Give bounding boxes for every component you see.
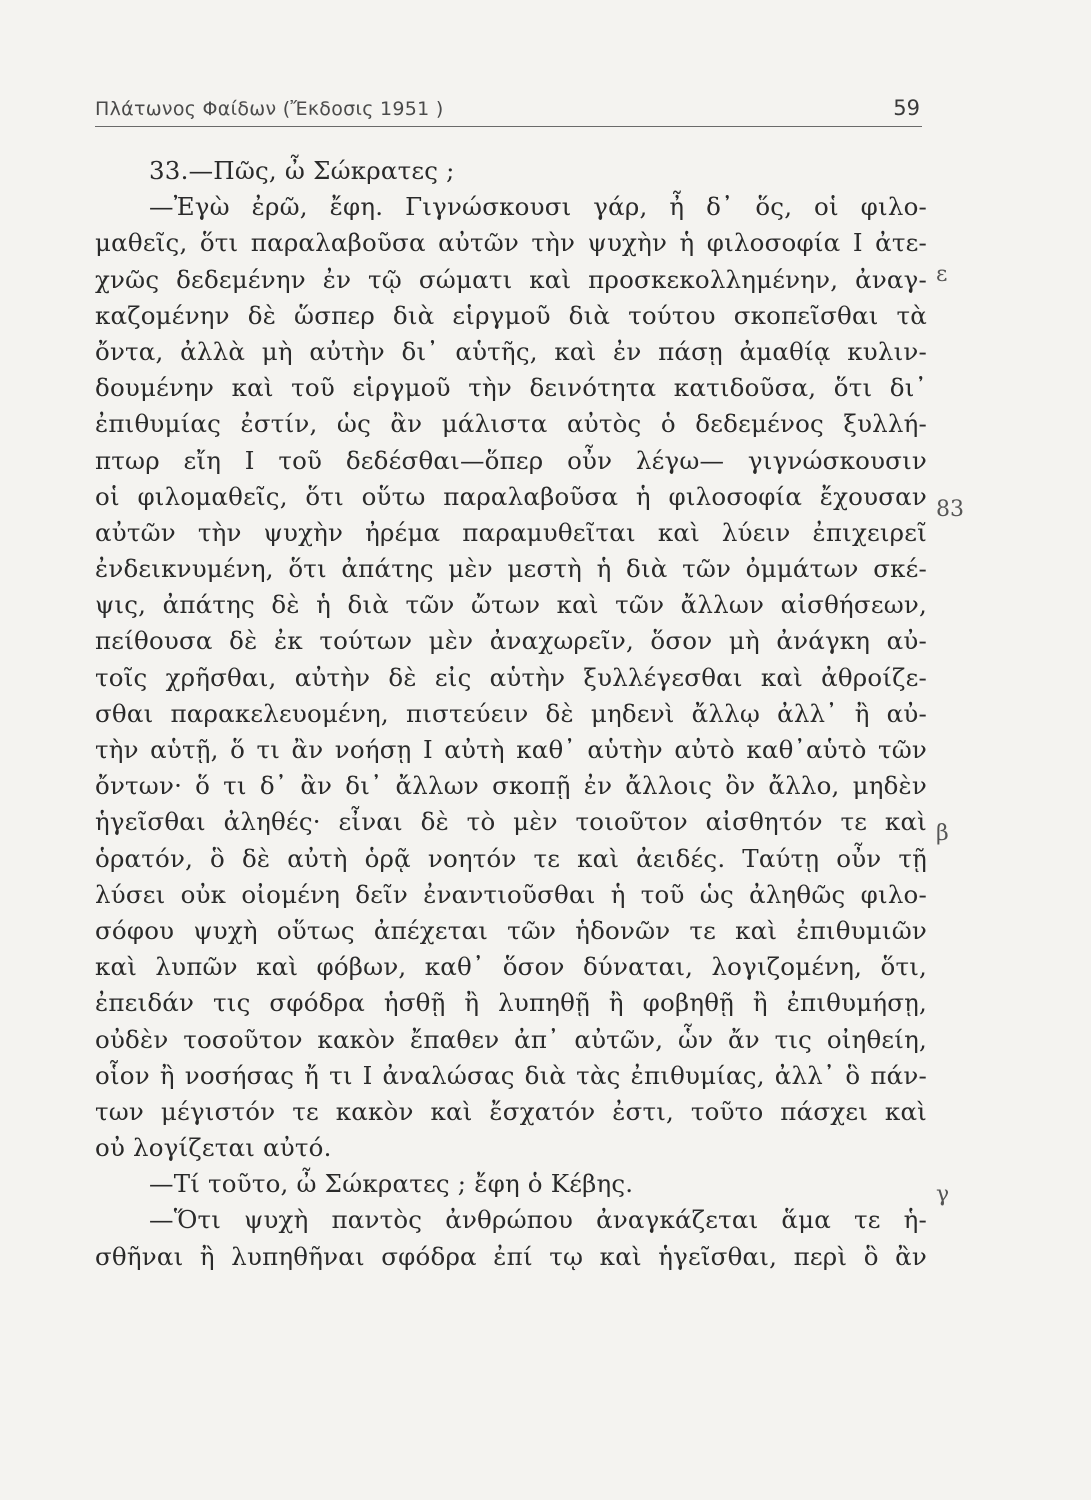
margin-note-e: ε [936,262,948,287]
text-line: ἐπιθυμίας ἐστίν, ὡς ἂν μάλιστα αὐτὸς ὁ δεδεμένος ξυλλή- [95,409,927,439]
text-line: —Ἐγὼ ἐρῶ, ἔφη. Γιγνώσκουσι γάρ, ἦ δ᾽ ὅς, οἱ φιλο- [149,192,927,222]
body-text [95,153,927,1275]
text-line: —Ὅτι ψυχὴ παντὸς ἀνθρώπου ἀναγκάζεται ἅμα τε ἡ- [149,1205,927,1235]
page-number: 59 [893,96,920,120]
text-line: δουμένην καὶ τοῦ εἱργμοῦ τὴν δεινότητα κατιδοῦσα, ὅτι δι᾽ [95,373,927,403]
text-line: πείθουσα δὲ ἐκ τούτων μὲν ἀναχωρεῖν, ὅσον μὴ ἀνάγκη αὐ- [95,626,927,656]
running-header [95,92,922,127]
text-line: ὄντα, ἀλλὰ μὴ αὐτὴν δι᾽ αὑτῆς, καὶ ἐν πάσῃ ἀμαθίᾳ κυλιν- [95,336,927,366]
text-line: ὄντων· ὅ τι δ᾽ ἂν δι᾽ ἄλλων σκοπῇ ἐν ἄλλοις ὂν ἄλλο, μηδὲν [95,771,927,801]
text-line: —Τί τοῦτο, ὦ Σώκρατες ; ἔφη ὁ Κέβης. [149,1169,634,1199]
text-line: ἐπειδάν τις σφόδρα ἡσθῇ ἢ λυπηθῇ ἢ φοβηθῇ ἢ ἐπιθυμήσῃ, [95,988,927,1018]
text-line: οἷον ἢ νοσήσας ἤ τι Ι ἀναλώσας διὰ τὰς ἐπιθυμίας, ἀλλ᾽ ὃ πάν- [95,1060,927,1090]
text-line: οὐ λογίζεται αὐτό. [95,1133,332,1163]
text-line: καὶ λυπῶν καὶ φόβων, καθ᾽ ὅσον δύναται, λογιζομένη, ὅτι, [95,952,927,982]
text-line: ψις, ἀπάτης δὲ ἡ διὰ τῶν ὤτων καὶ τῶν ἄλλων αἰσθήσεων, [95,590,927,620]
text-line: σθαι παρακελευομένη, πιστεύειν δὲ μηδενὶ ἄλλῳ ἀλλ᾽ ἢ αὐ- [95,698,927,728]
text-line: μαθεῖς, ὅτι παραλαβοῦσα αὐτῶν τὴν ψυχὴν ἡ φιλοσοφία Ι ἀτε- [95,228,927,258]
running-title: Πλάτωνος Φαίδων (Ἔκδοσις 1951 ) [95,98,444,120]
text-line: χνῶς δεδεμένην ἐν τῷ σώματι καὶ προσκεκολλημένην, ἀναγ- [95,264,927,294]
text-line: σόφου ψυχὴ οὕτως ἀπέχεται τῶν ἡδονῶν τε καὶ ἐπιθυμιῶν [95,915,927,945]
text-line: αὐτῶν τὴν ψυχὴν ἠρέμα παραμυθεῖται καὶ λύειν ἐπιχειρεῖ [95,517,927,547]
text-line: οἱ φιλομαθεῖς, ὅτι οὕτω παραλαβοῦσα ἡ φιλοσοφία ἔχουσαν [95,481,927,511]
text-line: των μέγιστόν τε κακὸν καὶ ἔσχατόν ἐστι, τοῦτο πάσχει καὶ [95,1096,927,1126]
text-line: ἡγεῖσθαι ἀληθές· εἶναι δὲ τὸ μὲν τοιοῦτον αἰσθητόν τε καὶ [95,807,927,837]
text-line: καζομένην δὲ ὥσπερ διὰ εἱργμοῦ διὰ τούτου σκοπεῖσθαι τὰ [95,300,927,330]
text-line: λύσει οὐκ οἰομένη δεῖν ἐναντιοῦσθαι ἡ τοῦ ὡς ἀληθῶς φιλο- [95,879,927,909]
text-line: ἐνδεικνυμένη, ὅτι ἀπάτης μὲν μεστὴ ἡ διὰ τῶν ὀμμάτων σκέ- [95,554,927,584]
text-line: ὁρατόν, ὃ δὲ αὐτὴ ὁρᾷ νοητόν τε καὶ ἀειδές. Ταύτῃ οὖν τῇ [95,843,927,873]
text-line: 33.—Πῶς, ὦ Σώκρατες ; [149,156,455,185]
margin-note-b: β [936,821,949,846]
text-line: τὴν αὑτῇ, ὅ τι ἂν νοήσῃ Ι αὐτὴ καθ᾽ αὑτὴν αὐτὸ καθ᾽αὑτὸ τῶν [95,735,927,764]
text-line: πτωρ εἴη Ι τοῦ δεδέσθαι—ὅπερ οὖν λέγω— γιγνώσκουσιν [95,445,927,475]
text-line: σθῆναι ἢ λυπηθῆναι σφόδρα ἐπί τῳ καὶ ἡγεῖσθαι, περὶ ὃ ἂν [95,1241,927,1271]
text-line: τοῖς χρῆσθαι, αὐτὴν δὲ εἰς αὑτὴν ξυλλέγεσθαι καὶ ἀθροίζε- [95,662,927,692]
margin-note-g: γ [936,1182,950,1207]
margin-note-83: 83 [936,497,964,522]
text-line: οὐδὲν τοσοῦτον κακὸν ἔπαθεν ἀπ᾽ αὐτῶν, ὧν ἄν τις οἰηθείη, [95,1024,927,1054]
